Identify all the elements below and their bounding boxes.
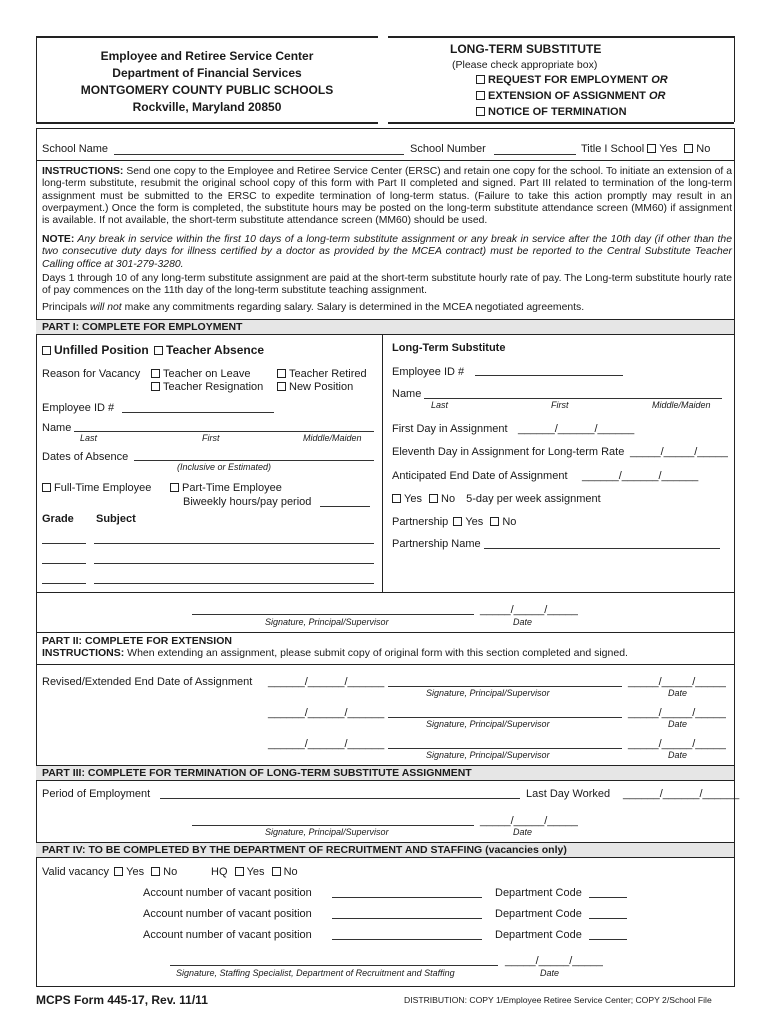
lts-name-field[interactable]: [424, 398, 722, 399]
lts-name-label: Name: [392, 388, 422, 400]
instructions-block: [42, 166, 732, 227]
last-day-field[interactable]: ______/______/______: [623, 788, 740, 800]
grade-field-3[interactable]: [42, 583, 86, 584]
header-line-1: Employee and Retiree Service Center: [100, 49, 314, 63]
name-first: First: [202, 433, 220, 443]
part2-sig-label-2: Signature, Principal/Supervisor: [426, 719, 550, 729]
instructions-label: INSTRUCTIONS:: [42, 166, 124, 177]
name-last: Last: [80, 433, 98, 443]
reason-label: Reason for Vacancy: [42, 368, 141, 380]
part4-signature-line[interactable]: [170, 965, 498, 966]
part-time-checkbox[interactable]: [170, 483, 179, 492]
subject-field-2[interactable]: [94, 563, 374, 564]
title-one-row: [581, 143, 710, 155]
name-field[interactable]: [74, 431, 374, 432]
part-time-label: Part-Time Employee: [182, 482, 282, 494]
subject-field-3[interactable]: [94, 583, 374, 584]
title-one-no: No: [696, 143, 711, 155]
valid-vacancy-row: [42, 866, 177, 878]
partnership-name-field[interactable]: [484, 548, 720, 549]
hq-yes-checkbox[interactable]: [235, 867, 244, 876]
valid-yes: Yes: [126, 866, 145, 878]
teacher-absence-checkbox[interactable]: [154, 346, 163, 355]
new-position-label: New Position: [289, 381, 354, 393]
hq-label: HQ: [211, 866, 228, 878]
part3-sig-label: Signature, Principal/Supervisor: [265, 827, 389, 837]
school-name-field[interactable]: [114, 154, 404, 155]
principals-pre: Principals: [42, 302, 88, 313]
title-one-yes: Yes: [659, 143, 678, 155]
five-day-yes: Yes: [404, 493, 422, 505]
partnership-name-label: Partnership Name: [392, 538, 481, 550]
option2-label: EXTENSION OF ASSIGNMENT: [488, 90, 646, 102]
teacher-absence-label: Teacher Absence: [166, 343, 265, 357]
principals-will-not: will not: [89, 302, 122, 313]
anticipated-end-label: Anticipated End Date of Assignment: [392, 470, 568, 482]
header-line-2: Department of Financial Services: [112, 66, 302, 80]
dept-code-field-3[interactable]: [589, 939, 627, 940]
dept-code-field-1[interactable]: [589, 897, 627, 898]
part4-title: PART IV: TO BE COMPLETED BY THE DEPARTMENT OF RECRUITMENT AND STAFFING (vacancies only): [36, 843, 734, 857]
part4-date-field[interactable]: _____/_____/_____: [505, 955, 603, 967]
valid-no-checkbox[interactable]: [151, 867, 160, 876]
part1-signature-line[interactable]: [192, 614, 474, 615]
position-type: [42, 343, 264, 357]
partnership-no: No: [502, 516, 517, 528]
subject-field-1[interactable]: [94, 543, 374, 544]
header-center: [36, 48, 378, 116]
partnership-yes-checkbox[interactable]: [453, 517, 462, 526]
grade-field-1[interactable]: [42, 543, 86, 544]
option3-label: NOTICE OF TERMINATION: [488, 106, 627, 118]
form-subtitle: (Please check appropriate box): [452, 59, 598, 71]
valid-yes-checkbox[interactable]: [114, 867, 123, 876]
part2-sig-line-2[interactable]: [388, 717, 622, 718]
account-field-2[interactable]: [332, 918, 482, 919]
partnership-row: [392, 516, 516, 528]
grade-label: Grade: [42, 513, 74, 525]
option1-label: REQUEST FOR EMPLOYMENT: [488, 74, 649, 86]
full-time-label: Full-Time Employee: [54, 482, 152, 494]
eleventh-day-label: Eleventh Day in Assignment for Long-term Rate: [392, 446, 625, 458]
dept-code-field-2[interactable]: [589, 918, 627, 919]
five-day-no-checkbox[interactable]: [429, 494, 438, 503]
lts-employee-id-field[interactable]: [475, 375, 623, 376]
part1-date-label: Date: [513, 617, 533, 627]
part2-header: [42, 635, 628, 659]
teacher-leave-label: Teacher on Leave: [163, 368, 251, 380]
part2-date-2[interactable]: _____/_____/_____: [628, 707, 726, 719]
biweekly-label: Biweekly hours/pay period: [183, 496, 312, 508]
hq-no-checkbox[interactable]: [272, 867, 281, 876]
dept-code-label-1: Department Code: [495, 887, 582, 899]
part2-date-label-3: Date: [668, 750, 688, 760]
part2-date-label-1: Date: [668, 688, 688, 698]
teacher-resignation-option[interactable]: [151, 381, 263, 393]
revised-date-3[interactable]: ______/______/______: [268, 738, 385, 750]
header-line-4: Rockville, Maryland 20850: [132, 100, 282, 114]
new-position-checkbox[interactable]: [277, 382, 286, 391]
unfilled-checkbox[interactable]: [42, 346, 51, 355]
school-number-field[interactable]: [494, 154, 576, 155]
part2-date-3[interactable]: _____/_____/_____: [628, 738, 726, 750]
option-request[interactable]: [476, 74, 668, 86]
name-middle: Middle/Maiden: [303, 433, 362, 443]
part4-date-label: Date: [540, 968, 560, 978]
employee-id-label: Employee ID #: [42, 402, 115, 414]
name-label: Name: [42, 422, 72, 434]
subject-label: Subject: [96, 513, 136, 525]
note-label: NOTE:: [42, 234, 75, 245]
revised-date-2[interactable]: ______/______/______: [268, 707, 385, 719]
part2-sig-line-3[interactable]: [388, 748, 622, 749]
extension-checkbox[interactable]: [476, 91, 485, 100]
partnership-no-checkbox[interactable]: [490, 517, 499, 526]
unfilled-label: Unfilled Position: [54, 343, 149, 357]
new-position-option[interactable]: [277, 381, 353, 393]
lts-name-last: Last: [431, 400, 449, 410]
note-block: [42, 234, 732, 271]
school-number-label: School Number: [410, 143, 486, 155]
part1-title: PART I: COMPLETE FOR EMPLOYMENT: [36, 320, 734, 334]
part-time-option[interactable]: [170, 482, 282, 494]
five-day-label: 5-day per week assignment: [466, 493, 601, 505]
lts-employee-id-label: Employee ID #: [392, 366, 465, 378]
employee-id-field[interactable]: [122, 412, 274, 413]
partnership-yes: Yes: [465, 516, 484, 528]
part4-sig-label: Signature, Staffing Specialist, Department of Recruitment and Staffing: [176, 968, 455, 978]
dept-code-label-2: Department Code: [495, 908, 582, 920]
part3-date-field[interactable]: _____/_____/_____: [480, 815, 578, 827]
account-field-1[interactable]: [332, 897, 482, 898]
biweekly-field[interactable]: [320, 506, 370, 507]
part2-sig-label-3: Signature, Principal/Supervisor: [426, 750, 550, 760]
dates-absence-field[interactable]: [134, 460, 374, 461]
lts-name-first: First: [551, 400, 569, 410]
part2-date-1[interactable]: _____/_____/_____: [628, 676, 726, 688]
part2-instr-text: When extending an assignment, please submit copy of original form with this section completed and signed.: [127, 647, 628, 659]
grade-field-2[interactable]: [42, 563, 86, 564]
title-one-no-checkbox[interactable]: [684, 144, 693, 153]
option-extension[interactable]: [476, 90, 665, 102]
distribution-text: DISTRIBUTION: COPY 1/Employee Retiree Service Center; COPY 2/School File: [404, 995, 712, 1005]
part1-date-field[interactable]: _____/_____/_____: [480, 604, 578, 616]
instructions-text: Send one copy to the Employee and Retiree Service Center (ERSC) and retain one copy for the school. To initiate an extension of a long-term substitute, resubmit the original school copy of this form with Part II completed and signed. Part III related to termination of the long-term assignment must be submitted to the ERSC to expedite termination of long-term status. (Failure to take this action promptly may result in an overpayment.) Once the form is completed, the substitute hours may be posted on the long-term substitute attendance screen (MM60) if assignment is available. If not available, the short-term substitute attendance screen (MM60) should be used.: [42, 166, 732, 227]
full-time-option[interactable]: [42, 482, 151, 494]
five-day-row: [392, 493, 601, 505]
valid-label: Valid vacancy: [42, 866, 110, 878]
part1-sig-label: Signature, Principal/Supervisor: [265, 617, 389, 627]
part3-title: PART III: COMPLETE FOR TERMINATION OF LONG-TERM SUBSTITUTE ASSIGNMENT: [36, 766, 734, 780]
last-day-label: Last Day Worked: [526, 788, 611, 800]
part2-sig-label-1: Signature, Principal/Supervisor: [426, 688, 550, 698]
period-label: Period of Employment: [42, 788, 151, 800]
five-day-no: No: [441, 493, 456, 505]
part3-signature-line[interactable]: [192, 825, 474, 826]
revised-label: Revised/Extended End Date of Assignment: [42, 676, 253, 688]
inclusive-note: (Inclusive or Estimated): [177, 462, 272, 472]
lts-name-middle: Middle/Maiden: [652, 400, 711, 410]
part3-date-label: Date: [513, 827, 533, 837]
account-label-1: Account number of vacant position: [143, 887, 312, 899]
hq-no: No: [283, 866, 298, 878]
teacher-leave-option[interactable]: [151, 368, 250, 380]
first-day-label: First Day in Assignment: [392, 423, 508, 435]
teacher-leave-checkbox[interactable]: [151, 369, 160, 378]
form-title: LONG-TERM SUBSTITUTE: [450, 42, 602, 56]
hq-row: [211, 866, 298, 878]
part2-sig-line-1[interactable]: [388, 686, 622, 687]
option-termination[interactable]: [476, 106, 627, 118]
option1-or: OR: [651, 74, 668, 86]
five-day-yes-checkbox[interactable]: [392, 494, 401, 503]
lts-title: Long-Term Substitute: [392, 342, 506, 354]
part2-title: PART II: COMPLETE FOR EXTENSION: [42, 635, 232, 647]
title-one-label: Title I School: [581, 143, 645, 155]
principals-text: [42, 302, 732, 314]
account-label-3: Account number of vacant position: [143, 929, 312, 941]
partnership-label: Partnership: [392, 516, 449, 528]
option2-or: OR: [648, 90, 666, 102]
title-one-yes-checkbox[interactable]: [647, 144, 656, 153]
school-name-label: School Name: [42, 143, 109, 155]
dates-absence-label: Dates of Absence: [42, 451, 129, 463]
teacher-retired-checkbox[interactable]: [277, 369, 286, 378]
teacher-resignation-label: Teacher Resignation: [163, 381, 264, 393]
request-checkbox[interactable]: [476, 75, 485, 84]
revised-date-1[interactable]: ______/______/______: [268, 676, 385, 688]
eleventh-day-field[interactable]: _____/_____/_____: [630, 446, 728, 458]
form-number: MCPS Form 445-17, Rev. 11/11: [36, 993, 208, 1007]
note-text: Any break in service within the first 10 days of a long-term substitute assignment or any break in service after the 10th day (if other than the two consecutive duty days for illness certified by a doctor as provided by the MCEA contract) must be reported to the Central Substitute Teacher Calling office at 301-279-3280.: [42, 234, 732, 270]
account-label-2: Account number of vacant position: [143, 908, 312, 920]
part2-date-label-2: Date: [668, 719, 688, 729]
hq-yes: Yes: [246, 866, 265, 878]
teacher-retired-label: Teacher Retired: [289, 368, 367, 380]
first-day-field[interactable]: ______/______/______: [518, 423, 635, 435]
part2-instr-label: INSTRUCTIONS:: [42, 647, 125, 659]
termination-checkbox[interactable]: [476, 107, 485, 116]
full-time-checkbox[interactable]: [42, 483, 51, 492]
principals-post: make any commitments regarding salary. Salary is determined in the MCEA negotiated agreements.: [124, 302, 585, 313]
teacher-resignation-checkbox[interactable]: [151, 382, 160, 391]
valid-no: No: [163, 866, 178, 878]
teacher-retired-option[interactable]: [277, 368, 367, 380]
period-field[interactable]: [160, 798, 520, 799]
header-line-3: MONTGOMERY COUNTY PUBLIC SCHOOLS: [80, 83, 334, 97]
dept-code-label-3: Department Code: [495, 929, 582, 941]
days-text: Days 1 through 10 of any long-term substitute assignment are paid at the short-term substitute hourly rate of pay. The Long-term substitute hourly rate of pay commences on the 11th day of the long-term substitute teaching assignment.: [42, 273, 732, 297]
anticipated-end-field[interactable]: ______/______/______: [582, 470, 699, 482]
account-field-3[interactable]: [332, 939, 482, 940]
